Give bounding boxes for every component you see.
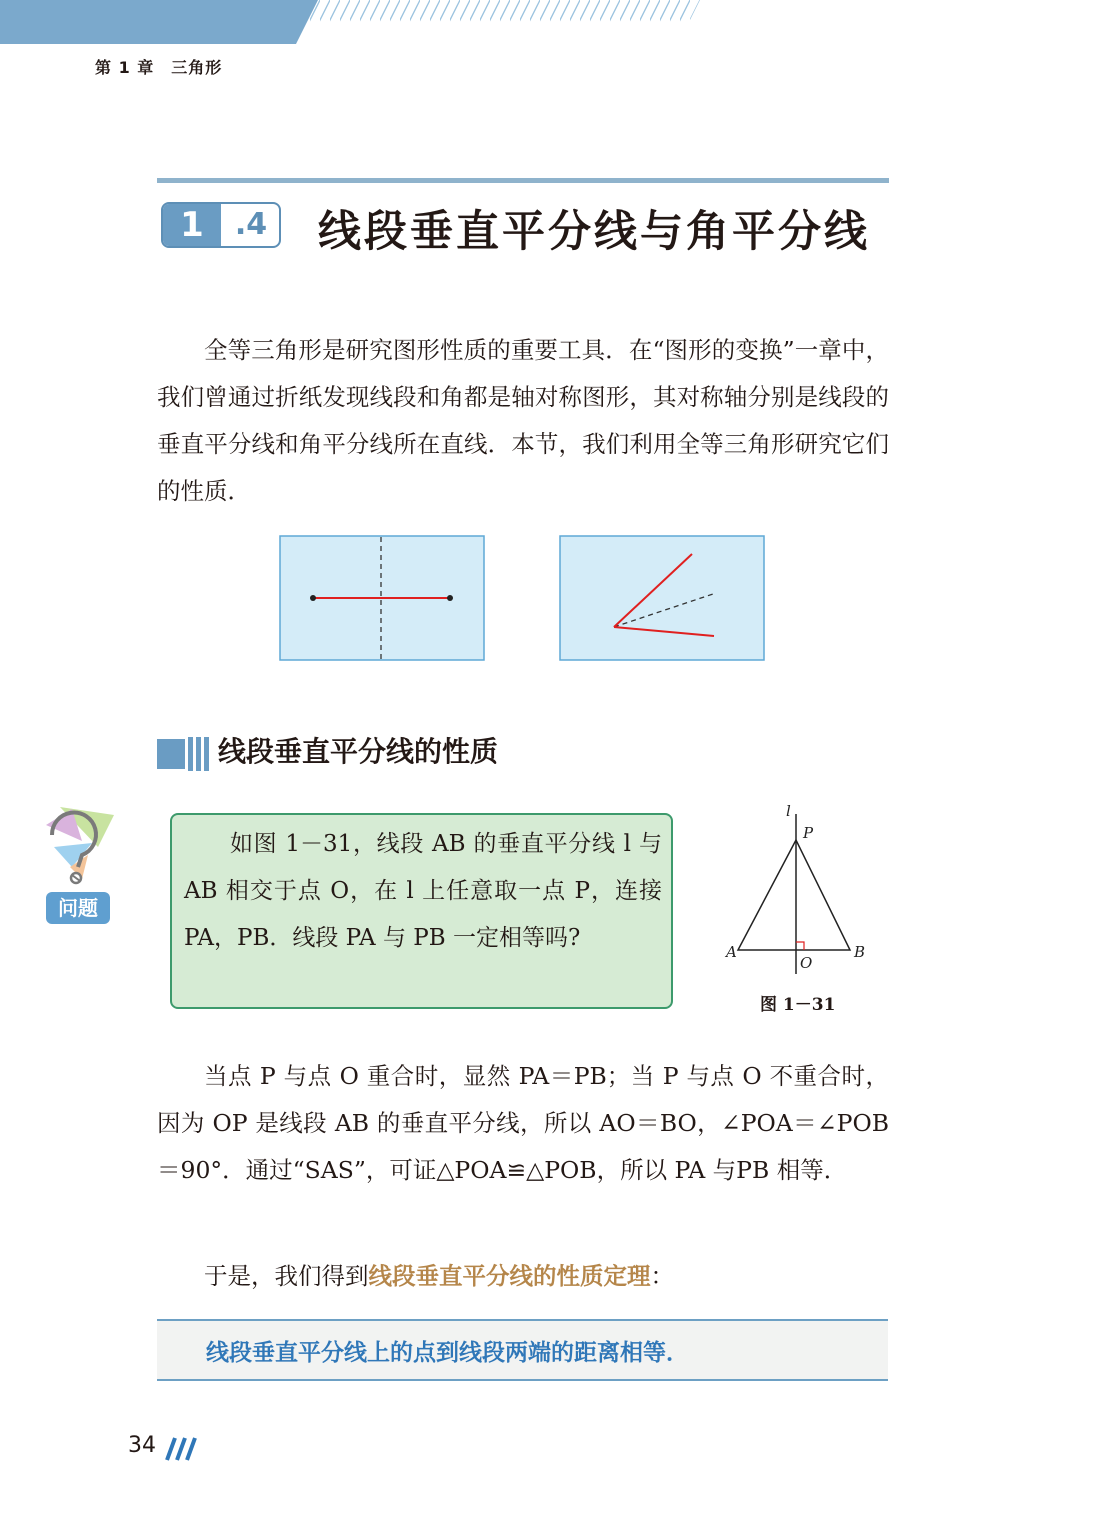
section-number-sub: .4 [234,207,268,242]
title-rule [157,178,889,183]
label-O: O [800,954,813,972]
label-B: B [854,943,866,961]
section-number-main: 1 [163,204,221,246]
theorem-text: 线段垂直平分线上的点到线段两端的距离相等． [206,1340,689,1366]
intro-paragraph: 全等三角形是研究图形性质的重要工具．在“图形的变换”一章中，我们曾通过折纸发现线段和角都是轴对称图形，其对称轴分别是线段的垂直平分线和角平分线所在直线．本节，我们利用全等三角形研究它们的性质． [157,336,889,505]
subsection-bar-icon [157,737,211,771]
label-P: P [803,824,814,842]
segment-fold-figure [279,535,485,661]
proof-paragraph: 当点 P 与点 O 重合时，显然 PA＝PB；当 P 与点 O 不重合时，因为 OP 是线段 AB 的垂直平分线，所以 AO＝BO，∠POA＝∠POB＝90°．通过“SAS”，可证△POA≌△POB，所以 PA 与PB 相等． [157,1062,889,1184]
problem-text: 如图 1－31，线段 AB 的垂直平分线 l 与AB 相交于点 O，在 l 上任意取一点 P，连接 PA，PB．线段 PA 与 PB 一定相等吗? [184,831,662,951]
question-badge: 问题 [46,892,110,924]
footer-slashes-decoration [157,1436,197,1462]
subsection-title: 线段垂直平分线的性质 [218,735,499,768]
chapter-label: 第 1 章 三角形 [95,58,223,77]
question-mark-icon [42,805,116,891]
header-band [0,0,700,44]
figure-caption: 图 1－31 [760,995,836,1015]
label-l: l [786,802,791,820]
theorem-name-highlight: 线段垂直平分线的性质定理 [368,1262,651,1290]
label-A: A [726,943,737,961]
conclusion-paragraph [157,1253,889,1300]
angle-fold-figure [559,535,765,661]
triangle-figure [720,800,880,980]
conclusion-prefix: 于是，我们得到 [204,1262,369,1290]
conclusion-suffix: ： [650,1262,674,1290]
section-title: 线段垂直平分线与角平分线 [318,207,870,257]
page-number: 34 [128,1433,156,1458]
